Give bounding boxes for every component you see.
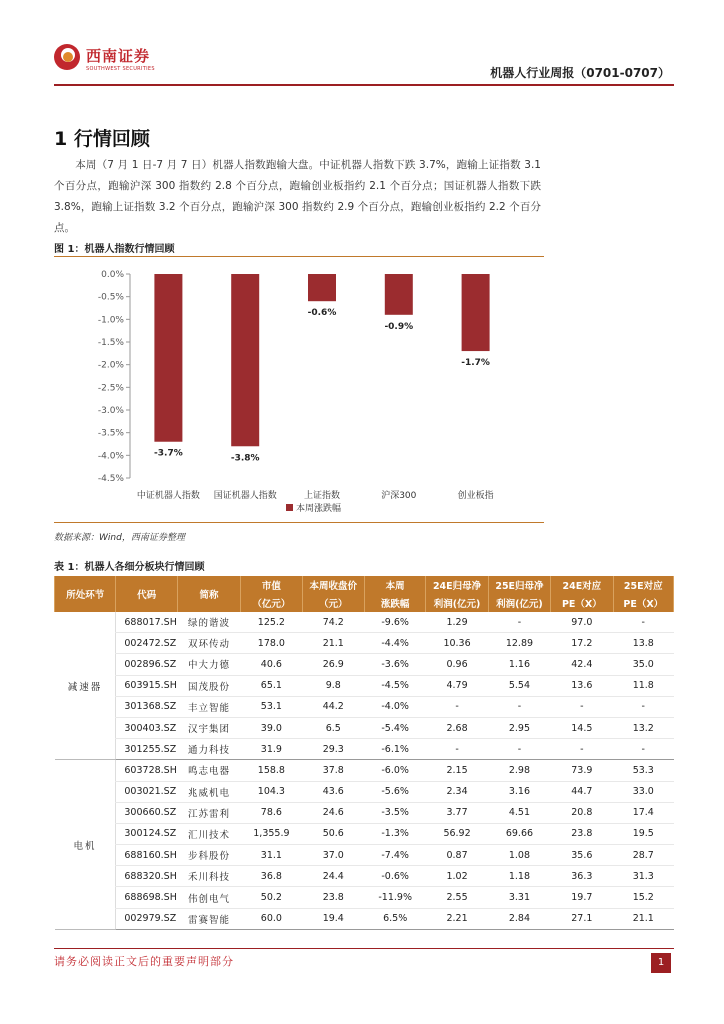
header-close: 本周收盘价 bbox=[302, 576, 364, 594]
pe25-cell: - bbox=[613, 696, 673, 717]
figure-source: 数据来源：Wind，西南证券整理 bbox=[54, 533, 185, 543]
np25-cell: 2.95 bbox=[488, 717, 550, 738]
header-chg: 本周 bbox=[364, 576, 425, 594]
np24-cell: 10.36 bbox=[426, 633, 488, 654]
np24-cell: 0.87 bbox=[426, 845, 488, 866]
category-label: 沪深300 bbox=[381, 491, 417, 501]
np25-cell: - bbox=[488, 612, 550, 633]
table-header-row bbox=[55, 576, 674, 594]
chg-cell: -6.1% bbox=[364, 739, 425, 760]
header-pe24-unit: PE（X） bbox=[551, 594, 613, 612]
section-paragraph bbox=[54, 155, 541, 239]
header-mktcap-unit: （亿元） bbox=[241, 594, 302, 612]
np24-cell: 56.92 bbox=[426, 823, 488, 844]
np24-cell: - bbox=[426, 696, 488, 717]
header-segment: 所处环节 bbox=[55, 576, 116, 612]
chg-cell: -1.3% bbox=[364, 823, 425, 844]
close-cell: 29.3 bbox=[302, 739, 364, 760]
np25-cell: - bbox=[488, 696, 550, 717]
np25-cell: 4.51 bbox=[488, 802, 550, 823]
bar-chart bbox=[54, 258, 544, 520]
segment-cell: 电机 bbox=[55, 760, 116, 930]
pe24-cell: 14.5 bbox=[551, 717, 613, 738]
code-cell: 688320.SH bbox=[116, 866, 177, 887]
mktcap-cell: 65.1 bbox=[241, 675, 302, 696]
chg-cell: -9.6% bbox=[364, 612, 425, 633]
logo-text-en: SOUTHWEST SECURITIES bbox=[86, 66, 155, 72]
table-row bbox=[55, 908, 674, 929]
header-np25: 25E归母净 bbox=[488, 576, 550, 594]
pe25-cell: 19.5 bbox=[613, 823, 673, 844]
table-row bbox=[55, 887, 674, 908]
mktcap-cell: 31.9 bbox=[241, 739, 302, 760]
bar-value-label: -3.8% bbox=[230, 453, 260, 464]
np25-cell: 12.89 bbox=[488, 633, 550, 654]
code-cell: 002896.SZ bbox=[116, 654, 177, 675]
np24-cell: 2.68 bbox=[426, 717, 488, 738]
name-cell: 双环传动 bbox=[177, 633, 240, 654]
table-row bbox=[55, 802, 674, 823]
code-cell: 002472.SZ bbox=[116, 633, 177, 654]
mktcap-cell: 39.0 bbox=[241, 717, 302, 738]
code-cell: 301368.SZ bbox=[116, 696, 177, 717]
close-cell: 37.0 bbox=[302, 845, 364, 866]
code-cell: 688698.SH bbox=[116, 887, 177, 908]
category-label: 国证机器人指数 bbox=[213, 491, 277, 501]
chg-cell: -4.4% bbox=[364, 633, 425, 654]
chg-cell: -4.0% bbox=[364, 696, 425, 717]
close-cell: 26.9 bbox=[302, 654, 364, 675]
np24-cell: 3.77 bbox=[426, 802, 488, 823]
mktcap-cell: 31.1 bbox=[241, 845, 302, 866]
pe24-cell: 17.2 bbox=[551, 633, 613, 654]
y-tick-label: -4.5% bbox=[97, 474, 124, 484]
np25-cell: 3.31 bbox=[488, 887, 550, 908]
header-code: 代码 bbox=[116, 576, 177, 612]
chg-cell: -5.6% bbox=[364, 781, 425, 802]
pe24-cell: 44.7 bbox=[551, 781, 613, 802]
pe24-cell: 35.6 bbox=[551, 845, 613, 866]
table-row bbox=[55, 717, 674, 738]
footer-divider bbox=[54, 948, 674, 949]
pe24-cell: 73.9 bbox=[551, 760, 613, 781]
header-divider bbox=[54, 84, 674, 86]
np25-cell: 1.08 bbox=[488, 845, 550, 866]
bar bbox=[154, 274, 182, 442]
bar-value-label: -1.7% bbox=[461, 358, 490, 369]
pe24-cell: 23.8 bbox=[551, 823, 613, 844]
pe24-cell: 97.0 bbox=[551, 612, 613, 633]
header-chg-unit: 涨跌幅 bbox=[364, 594, 425, 612]
table-row bbox=[55, 633, 674, 654]
np25-cell: 1.16 bbox=[488, 654, 550, 675]
mktcap-cell: 50.2 bbox=[241, 887, 302, 908]
mktcap-cell: 125.2 bbox=[241, 612, 302, 633]
chg-cell: -5.4% bbox=[364, 717, 425, 738]
segment-table bbox=[54, 576, 674, 930]
mktcap-cell: 53.1 bbox=[241, 696, 302, 717]
pe25-cell: 15.2 bbox=[613, 887, 673, 908]
close-cell: 24.4 bbox=[302, 866, 364, 887]
pe25-cell: 13.8 bbox=[613, 633, 673, 654]
close-cell: 43.6 bbox=[302, 781, 364, 802]
close-cell: 19.4 bbox=[302, 908, 364, 929]
header-mktcap: 市值 bbox=[241, 576, 302, 594]
pe24-cell: 20.8 bbox=[551, 802, 613, 823]
pe25-cell: 17.4 bbox=[613, 802, 673, 823]
close-cell: 21.1 bbox=[302, 633, 364, 654]
name-cell: 汇川技术 bbox=[177, 823, 240, 844]
y-tick-label: 0.0% bbox=[101, 270, 124, 280]
pe25-cell: - bbox=[613, 739, 673, 760]
name-cell: 江苏雷利 bbox=[177, 802, 240, 823]
close-cell: 9.8 bbox=[302, 675, 364, 696]
table-row bbox=[55, 654, 674, 675]
pe25-cell: 11.8 bbox=[613, 675, 673, 696]
pe24-cell: 19.7 bbox=[551, 887, 613, 908]
mktcap-cell: 158.8 bbox=[241, 760, 302, 781]
name-cell: 绿的谐波 bbox=[177, 612, 240, 633]
bar bbox=[385, 274, 413, 315]
pe24-cell: 13.6 bbox=[551, 675, 613, 696]
mktcap-cell: 40.6 bbox=[241, 654, 302, 675]
report-title: 机器人行业周报（0701-0707） bbox=[490, 66, 670, 80]
header-name: 简称 bbox=[177, 576, 240, 612]
mktcap-cell: 104.3 bbox=[241, 781, 302, 802]
chg-cell: -4.5% bbox=[364, 675, 425, 696]
header-np24-unit: 利润(亿元) bbox=[426, 594, 488, 612]
pe25-cell: 35.0 bbox=[613, 654, 673, 675]
np25-cell: 3.16 bbox=[488, 781, 550, 802]
mktcap-cell: 178.0 bbox=[241, 633, 302, 654]
code-cell: 301255.SZ bbox=[116, 739, 177, 760]
close-cell: 24.6 bbox=[302, 802, 364, 823]
chg-cell: -3.6% bbox=[364, 654, 425, 675]
chg-cell: 6.5% bbox=[364, 908, 425, 929]
np25-cell: 69.66 bbox=[488, 823, 550, 844]
y-tick-label: -0.5% bbox=[97, 292, 124, 303]
header-pe25-unit: PE（X） bbox=[613, 594, 673, 612]
table-row bbox=[55, 612, 674, 633]
bar-value-label: -3.7% bbox=[154, 448, 183, 459]
y-tick-label: -2.0% bbox=[97, 360, 124, 371]
pe25-cell: 31.3 bbox=[613, 866, 673, 887]
page-number: 1 bbox=[651, 953, 671, 973]
code-cell: 688160.SH bbox=[116, 845, 177, 866]
name-cell: 中大力德 bbox=[177, 654, 240, 675]
np24-cell: 2.55 bbox=[426, 887, 488, 908]
pe24-cell: - bbox=[551, 739, 613, 760]
name-cell: 丰立智能 bbox=[177, 696, 240, 717]
code-cell: 003021.SZ bbox=[116, 781, 177, 802]
mktcap-cell: 36.8 bbox=[241, 866, 302, 887]
bar-value-label: -0.9% bbox=[384, 321, 414, 332]
np25-cell: 5.54 bbox=[488, 675, 550, 696]
table-row bbox=[55, 696, 674, 717]
close-cell: 37.8 bbox=[302, 760, 364, 781]
header-np25-unit: 利润(亿元) bbox=[488, 594, 550, 612]
mktcap-cell: 1,355.9 bbox=[241, 823, 302, 844]
chg-cell: -0.6% bbox=[364, 866, 425, 887]
paragraph-text: 本周（7 月 1 日-7 月 7 日）机器人指数跑输大盘。中证机器人指数下跌 3.7%，跑输上证指数 3.1 个百分点，跑输沪深 300 指数约 2.8 个百分点，跑输创业板指约 2.1 个百分点；国证机器人指数下跌 3.8%，跑输上证指数 3.2 个百分点，跑输沪深 300 指数约 2.9 个百分点，跑输创业板指约 2.2 个百分点。 bbox=[54, 159, 541, 234]
name-cell: 禾川科技 bbox=[177, 866, 240, 887]
pe24-cell: 36.3 bbox=[551, 866, 613, 887]
bar bbox=[231, 274, 259, 446]
category-label: 中证机器人指数 bbox=[136, 491, 200, 501]
legend-swatch bbox=[286, 504, 293, 511]
bar-value-label: -0.6% bbox=[307, 308, 337, 319]
header-pe24: 24E对应 bbox=[551, 576, 613, 594]
name-cell: 雷赛智能 bbox=[177, 908, 240, 929]
name-cell: 鸣志电器 bbox=[177, 760, 240, 781]
y-tick-label: -2.5% bbox=[97, 383, 124, 394]
y-tick-label: -1.5% bbox=[97, 338, 124, 348]
name-cell: 兆威机电 bbox=[177, 781, 240, 802]
header-close-unit: （元） bbox=[302, 594, 364, 612]
code-cell: 300403.SZ bbox=[116, 717, 177, 738]
header-pe25: 25E对应 bbox=[613, 576, 673, 594]
pe25-cell: - bbox=[613, 612, 673, 633]
pe25-cell: 13.2 bbox=[613, 717, 673, 738]
np24-cell: 0.96 bbox=[426, 654, 488, 675]
table-row bbox=[55, 823, 674, 844]
table-row bbox=[55, 760, 674, 781]
legend-label: 本周涨跌幅 bbox=[296, 504, 342, 514]
chg-cell: -7.4% bbox=[364, 845, 425, 866]
np24-cell: 2.15 bbox=[426, 760, 488, 781]
category-label: 上证指数 bbox=[303, 491, 341, 501]
figure-top-rule bbox=[54, 256, 544, 257]
name-cell: 伟创电气 bbox=[177, 887, 240, 908]
close-cell: 6.5 bbox=[302, 717, 364, 738]
np24-cell: 1.02 bbox=[426, 866, 488, 887]
pe24-cell: 27.1 bbox=[551, 908, 613, 929]
y-tick-label: -3.0% bbox=[97, 406, 124, 416]
code-cell: 002979.SZ bbox=[116, 908, 177, 929]
category-label: 创业板指 bbox=[457, 491, 494, 501]
table-row bbox=[55, 845, 674, 866]
np24-cell: 1.29 bbox=[426, 612, 488, 633]
bar bbox=[462, 274, 490, 351]
mktcap-cell: 60.0 bbox=[241, 908, 302, 929]
y-tick-label: -1.0% bbox=[97, 315, 124, 326]
close-cell: 74.2 bbox=[302, 612, 364, 633]
logo-text-cn: 西南证券 bbox=[86, 47, 151, 65]
figure-caption: 图 1：机器人指数行情回顾 bbox=[54, 244, 175, 255]
name-cell: 步科股份 bbox=[177, 845, 240, 866]
pe25-cell: 21.1 bbox=[613, 908, 673, 929]
np24-cell: 2.34 bbox=[426, 781, 488, 802]
name-cell: 汉宇集团 bbox=[177, 717, 240, 738]
name-cell: 国茂股份 bbox=[177, 675, 240, 696]
close-cell: 44.2 bbox=[302, 696, 364, 717]
footer-disclaimer: 请务必阅读正文后的重要声明部分 bbox=[54, 955, 234, 968]
table-row bbox=[55, 739, 674, 760]
pe24-cell: - bbox=[551, 696, 613, 717]
mktcap-cell: 78.6 bbox=[241, 802, 302, 823]
y-tick-label: -3.5% bbox=[97, 428, 124, 439]
close-cell: 50.6 bbox=[302, 823, 364, 844]
np24-cell: 4.79 bbox=[426, 675, 488, 696]
table-caption: 表 1：机器人各细分板块行情回顾 bbox=[54, 562, 205, 573]
code-cell: 603728.SH bbox=[116, 760, 177, 781]
close-cell: 23.8 bbox=[302, 887, 364, 908]
code-cell: 603915.SH bbox=[116, 675, 177, 696]
np25-cell: 2.84 bbox=[488, 908, 550, 929]
chg-cell: -3.5% bbox=[364, 802, 425, 823]
bar bbox=[308, 274, 336, 301]
y-tick-label: -4.0% bbox=[97, 451, 124, 462]
pe25-cell: 33.0 bbox=[613, 781, 673, 802]
name-cell: 通力科技 bbox=[177, 739, 240, 760]
table-row bbox=[55, 866, 674, 887]
code-cell: 300660.SZ bbox=[116, 802, 177, 823]
segment-cell: 减速器 bbox=[55, 612, 116, 760]
np24-cell: - bbox=[426, 739, 488, 760]
pe25-cell: 53.3 bbox=[613, 760, 673, 781]
np25-cell: 1.18 bbox=[488, 866, 550, 887]
table-row bbox=[55, 675, 674, 696]
company-logo-icon bbox=[54, 44, 80, 70]
chg-cell: -11.9% bbox=[364, 887, 425, 908]
np25-cell: - bbox=[488, 739, 550, 760]
chg-cell: -6.0% bbox=[364, 760, 425, 781]
code-cell: 300124.SZ bbox=[116, 823, 177, 844]
code-cell: 688017.SH bbox=[116, 612, 177, 633]
pe24-cell: 42.4 bbox=[551, 654, 613, 675]
np25-cell: 2.98 bbox=[488, 760, 550, 781]
section-title: 1 行情回顾 bbox=[54, 128, 150, 150]
figure-bottom-rule bbox=[54, 522, 544, 523]
header-np24: 24E归母净 bbox=[426, 576, 488, 594]
pe25-cell: 28.7 bbox=[613, 845, 673, 866]
table-row bbox=[55, 781, 674, 802]
np24-cell: 2.21 bbox=[426, 908, 488, 929]
